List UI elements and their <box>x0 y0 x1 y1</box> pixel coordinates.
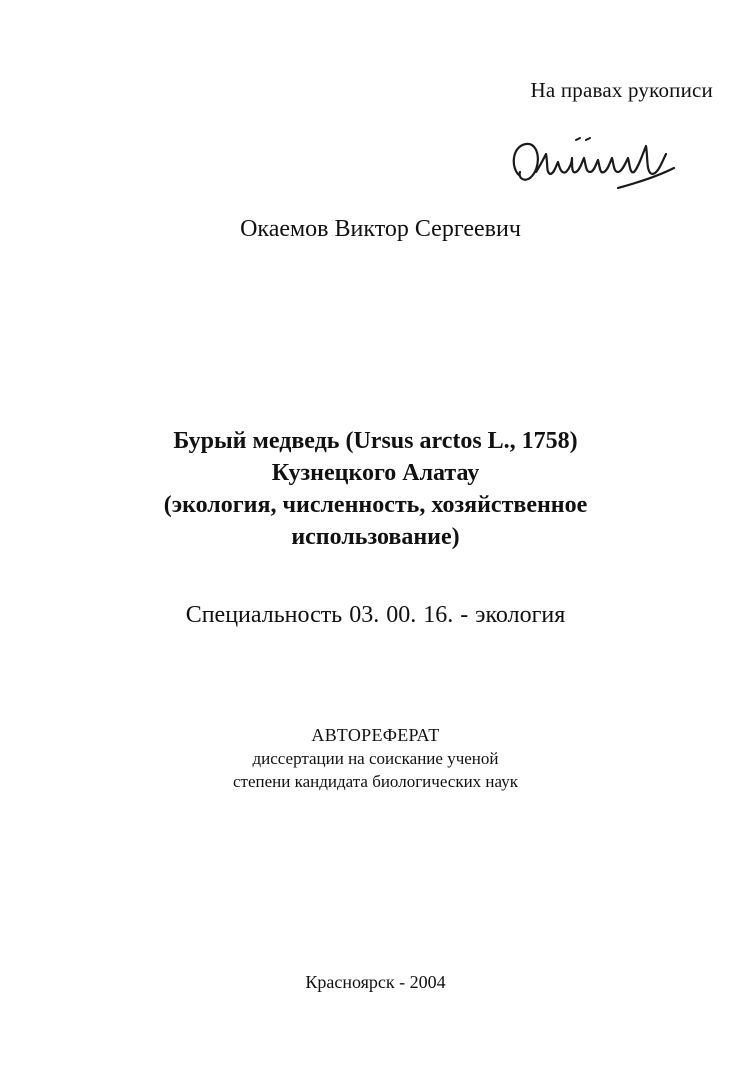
title-line-2: Кузнецкого Алатау <box>271 460 480 486</box>
place-year: Красноярск - 2004 <box>305 972 446 992</box>
abstract-line-2: степени кандидата биологических наук <box>233 772 518 791</box>
title-line-1: Бурый медведь (Ursus arctos L., 1758) <box>173 428 578 454</box>
title-line-4: использование) <box>291 524 460 550</box>
title-line-3: (экология, численность, хозяйственное <box>163 492 588 518</box>
rights-notice: На правах рукописи <box>530 78 713 102</box>
specialty: Специальность 03. 00. 16. - экология <box>185 602 566 628</box>
handwritten-signature <box>506 128 686 192</box>
dissertation-title <box>0 425 751 553</box>
abstract-heading: АВТОРЕФЕРАТ <box>311 725 440 745</box>
abstract-line-1: диссертации на соискание ученой <box>252 749 499 768</box>
author-name: Окаемов Виктор Сергеевич <box>240 216 521 242</box>
abstract-block <box>0 724 751 793</box>
